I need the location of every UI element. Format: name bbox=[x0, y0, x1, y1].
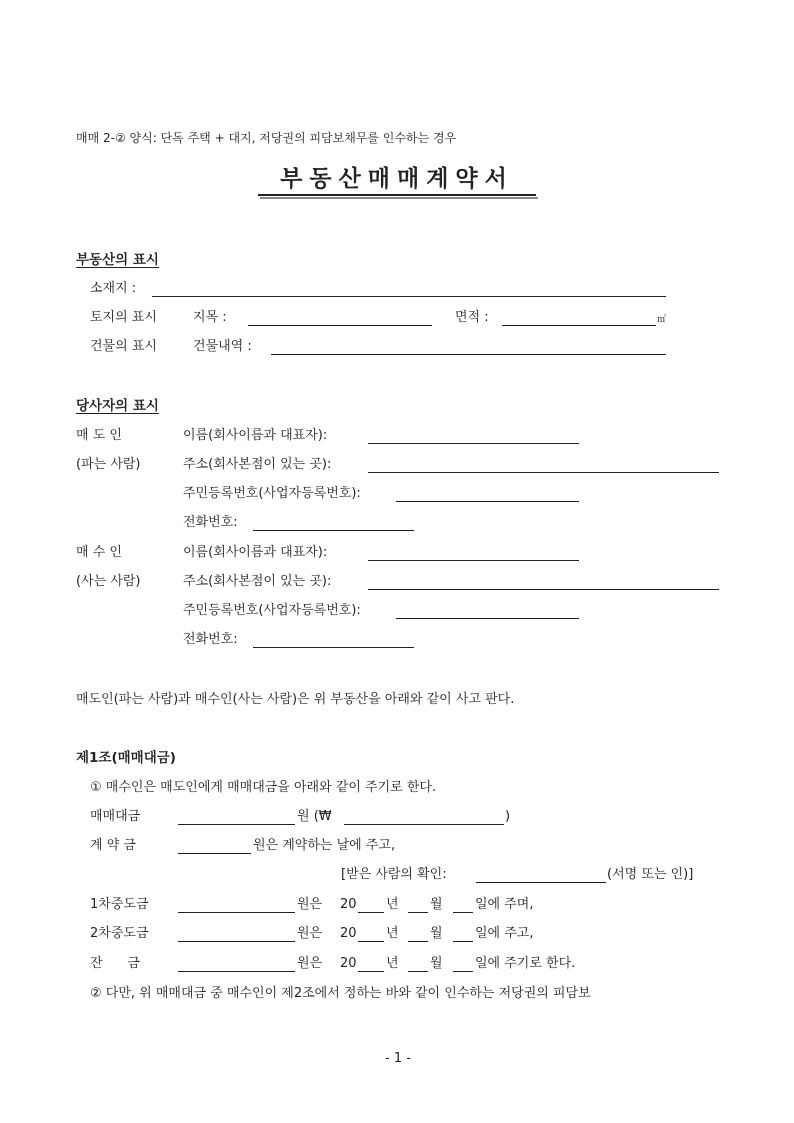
interim2-year-prefix: 20 bbox=[340, 926, 357, 941]
seller-name-field[interactable] bbox=[368, 443, 579, 444]
balance-year-field[interactable] bbox=[358, 971, 384, 972]
receipt-close: (서명 또는 인)] bbox=[607, 867, 694, 882]
article1-clause2: ② 다만, 위 매매대금 중 매수인이 제2조에서 정하는 바와 같이 인수하는 저당권의 피담보 bbox=[90, 986, 591, 1001]
receipt-signature-field[interactable] bbox=[476, 882, 606, 883]
seller-address-field[interactable] bbox=[368, 472, 719, 473]
price-label: 매매대금 bbox=[90, 809, 141, 824]
buyer-address-field[interactable] bbox=[368, 589, 719, 590]
interim2-year-label: 년 bbox=[386, 926, 399, 941]
building-detail-label: 건물내역 : bbox=[193, 339, 252, 354]
balance-day-text: 일에 주기로 한다. bbox=[475, 956, 576, 971]
interim1-month-label: 월 bbox=[430, 897, 443, 912]
balance-label: 잔 금 bbox=[90, 956, 140, 971]
intro-sentence: 매도인(파는 사람)과 매수인(사는 사람)은 위 부동산을 아래와 같이 사고 판다. bbox=[76, 692, 515, 707]
land-label: 토지의 표시 bbox=[90, 310, 157, 325]
article1-clause1: ① 매수인은 매도인에게 매매대금을 아래와 같이 주기로 한다. bbox=[90, 780, 437, 795]
interim2-label: 2차중도금 bbox=[90, 926, 149, 941]
interim1-day-field[interactable] bbox=[453, 912, 473, 913]
interim1-amount-field[interactable] bbox=[178, 912, 295, 913]
balance-month-label: 월 bbox=[430, 956, 443, 971]
interim2-day-text: 일에 주고, bbox=[475, 926, 534, 941]
seller-phone-label: 전화번호: bbox=[183, 515, 238, 530]
area-label: 면적 : bbox=[455, 310, 489, 325]
deposit-field[interactable] bbox=[178, 853, 251, 854]
buyer-name-label: 이름(회사이름과 대표자): bbox=[183, 545, 328, 560]
seller-name-label: 이름(회사이름과 대표자): bbox=[183, 428, 328, 443]
buyer-id-label: 주민등록번호(사업자등록번호): bbox=[183, 603, 361, 618]
land-category-label: 지목 : bbox=[193, 310, 227, 325]
buyer-sub-label: (사는 사람) bbox=[76, 574, 141, 589]
interim1-month-field[interactable] bbox=[408, 912, 428, 913]
title-underline-shadow bbox=[260, 197, 538, 199]
interim1-won: 원은 bbox=[297, 897, 323, 912]
balance-day-field[interactable] bbox=[453, 971, 473, 972]
seller-address-label: 주소(회사본점이 있는 곳): bbox=[183, 457, 332, 472]
property-heading: 부동산의 표시 bbox=[76, 252, 159, 268]
interim1-year-field[interactable] bbox=[358, 912, 384, 913]
buyer-phone-field[interactable] bbox=[253, 647, 414, 648]
building-detail-field[interactable] bbox=[271, 354, 666, 355]
seller-sub-label: (파는 사람) bbox=[76, 457, 141, 472]
balance-year-prefix: 20 bbox=[340, 956, 357, 971]
buyer-label: 매 수 인 bbox=[76, 545, 122, 560]
deposit-text: 원은 계약하는 날에 주고, bbox=[253, 838, 396, 853]
price-digits-field[interactable] bbox=[344, 824, 504, 825]
balance-month-field[interactable] bbox=[408, 971, 428, 972]
buyer-id-field[interactable] bbox=[396, 618, 579, 619]
seller-id-field[interactable] bbox=[396, 501, 579, 502]
interim1-day-text: 일에 주며, bbox=[475, 897, 534, 912]
price-field[interactable] bbox=[178, 824, 295, 825]
interim1-year-label: 년 bbox=[386, 897, 399, 912]
land-category-field[interactable] bbox=[248, 325, 432, 326]
interim1-label: 1차중도금 bbox=[90, 897, 149, 912]
building-label: 건물의 표시 bbox=[90, 339, 157, 354]
form-type-note: 매매 2-② 양식: 단독 주택 + 대지, 저당권의 피담보채무를 인수하는 경우 bbox=[76, 131, 457, 145]
buyer-name-field[interactable] bbox=[368, 560, 579, 561]
interim1-year-prefix: 20 bbox=[340, 897, 357, 912]
interim2-month-field[interactable] bbox=[408, 941, 428, 942]
deposit-label: 계 약 금 bbox=[90, 838, 136, 853]
area-unit: ㎡ bbox=[657, 315, 667, 325]
interim2-amount-field[interactable] bbox=[178, 941, 295, 942]
seller-phone-field[interactable] bbox=[253, 530, 414, 531]
interim2-won: 원은 bbox=[297, 926, 323, 941]
area-field[interactable] bbox=[502, 325, 656, 326]
balance-won: 원은 bbox=[297, 956, 323, 971]
location-label: 소재지 : bbox=[90, 281, 137, 296]
buyer-phone-label: 전화번호: bbox=[183, 632, 238, 647]
price-close-paren: ) bbox=[505, 809, 511, 824]
parties-heading: 당사자의 표시 bbox=[76, 398, 159, 414]
page-number: - 1 - bbox=[385, 1051, 411, 1066]
location-field[interactable] bbox=[152, 296, 666, 297]
price-won-label: 원 (₩ bbox=[297, 809, 332, 824]
interim2-year-field[interactable] bbox=[358, 941, 384, 942]
interim2-day-field[interactable] bbox=[453, 941, 473, 942]
document-title: 부동산매매계약서 bbox=[280, 166, 514, 192]
seller-id-label: 주민등록번호(사업자등록번호): bbox=[183, 486, 361, 501]
buyer-address-label: 주소(회사본점이 있는 곳): bbox=[183, 574, 332, 589]
balance-amount-field[interactable] bbox=[178, 971, 295, 972]
receipt-open: [받은 사람의 확인: bbox=[341, 867, 447, 882]
seller-label: 매 도 인 bbox=[76, 428, 122, 443]
article1-heading: 제1조(매매대금) bbox=[76, 750, 176, 766]
interim2-month-label: 월 bbox=[430, 926, 443, 941]
balance-year-label: 년 bbox=[386, 956, 399, 971]
title-underline bbox=[258, 194, 536, 196]
